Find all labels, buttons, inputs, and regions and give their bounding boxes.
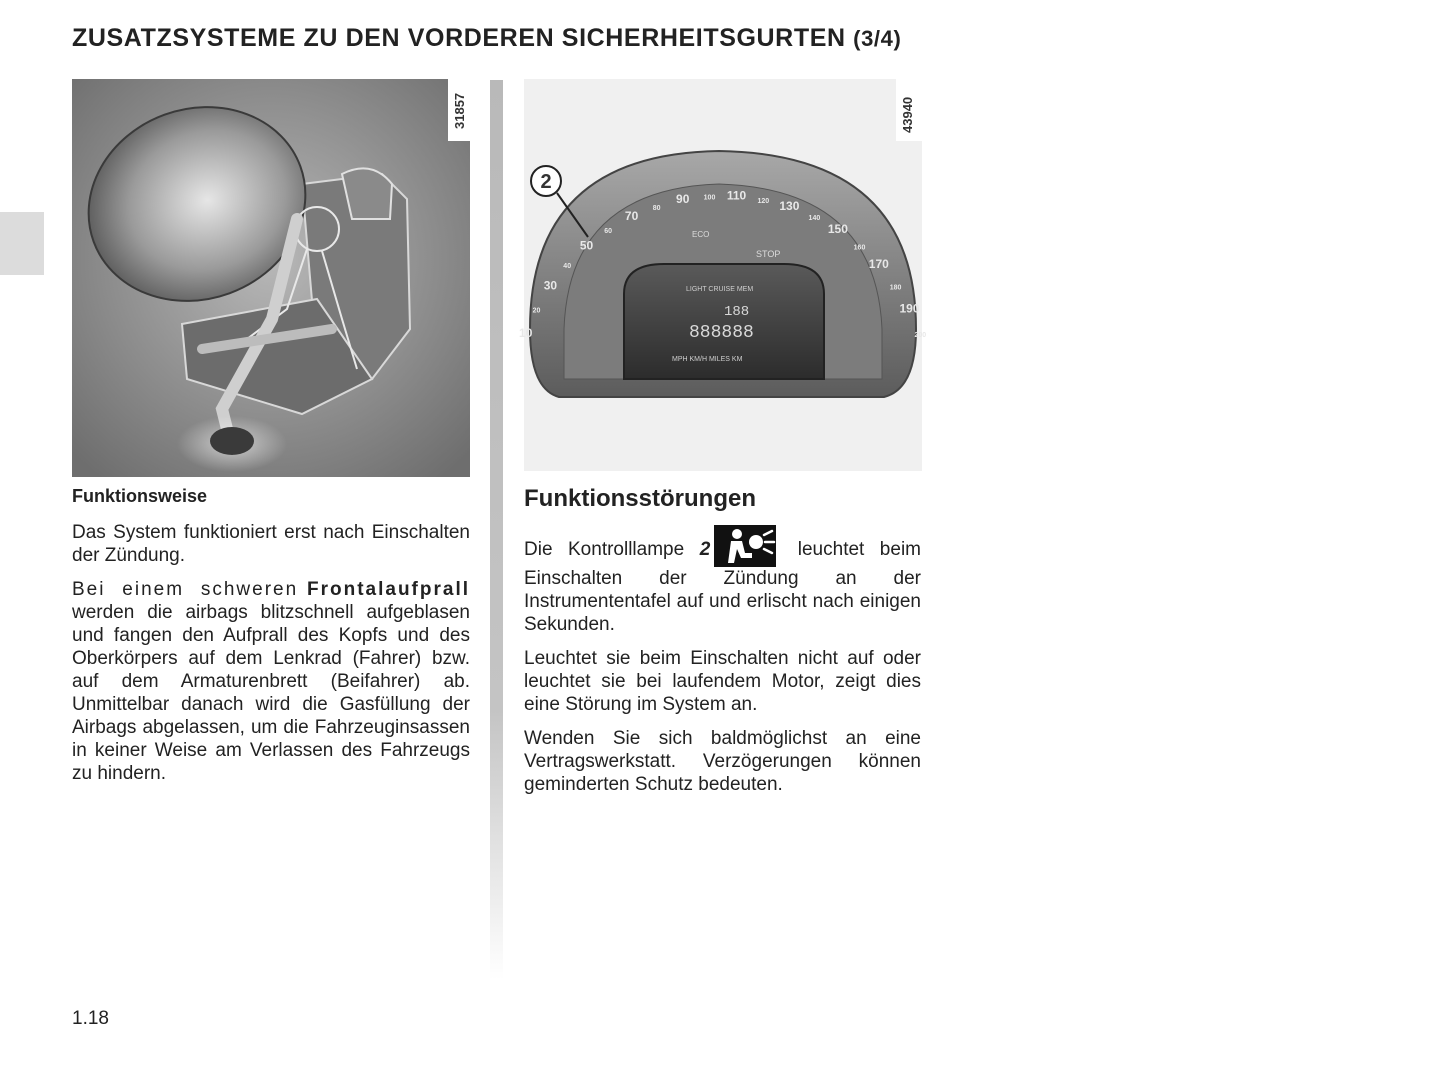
lcd-units: MPH KM/H MILES KM (672, 356, 743, 363)
speed-tick-label: 170 (868, 257, 889, 272)
airbag-figure (72, 79, 470, 477)
speed-tick-label: 20 (532, 307, 541, 315)
speed-tick-label: 150 (827, 222, 848, 237)
chapter-tab (0, 212, 44, 275)
left-heading: Funktionsweise (72, 486, 208, 506)
speed-tick-label: 10 (519, 326, 533, 341)
speed-tick-label: 120 (757, 197, 770, 205)
cluster-figure (519, 79, 927, 471)
speed-tick-label: 30 (543, 278, 558, 293)
figure-ref-number-2: 43940 (900, 96, 915, 133)
lamp-number: 2 (699, 539, 711, 560)
speed-tick-label: 40 (563, 263, 572, 271)
left-column (72, 485, 470, 796)
title-page-fraction: (3/4) (853, 26, 902, 51)
right-heading: Funktionsstörungen (524, 485, 756, 512)
speed-tick-label: 100 (703, 194, 716, 202)
callout-number: 2 (540, 171, 552, 193)
title-text: ZUSATZSYSTEME ZU DEN VORDEREN SICHERHEITSGURTEN (72, 24, 846, 52)
page-number: 1.18 (72, 1008, 109, 1029)
lcd-row1: LIGHT CRUISE MEM (686, 286, 754, 293)
lcd-segments: 888888 (689, 323, 754, 343)
airbag-warning-icon (714, 525, 776, 567)
left-p2-body: werden die airbags blitzschnell aufgeblasen und fangen den Aufprall des Kopfs und des Oberkörpers auf dem Lenkrad (Fahrer) bzw. auf dem Armaturenbrett (Beifahrer) ab. Unmittelbar danach wird die Gasfüllung der Airbags abgelassen, um die Fahrzeuginsassen in keiner Weise am Verlassen des Fahrzeugs zu hindern. (72, 602, 470, 784)
right-column (524, 485, 921, 807)
speed-tick-label: 70 (624, 208, 639, 223)
speed-tick-label: 90 (676, 191, 690, 206)
page-title (72, 24, 901, 53)
right-paragraph-2: Leuchtet sie beim Einschalten nicht auf oder leuchtet sie bei laufendem Motor, zeigt dies eine Störung im System an. (524, 648, 921, 715)
right-p1-body: leuchtet beim Einschalten der Zündung an der Instrumententafel auf und erlischt nach einigen Sekunden. (524, 539, 921, 635)
right-p1-intro: Die Kontrolllampe (524, 539, 685, 560)
left-paragraph-1: Das System funktioniert erst nach Einschalten der Zündung. (72, 522, 470, 566)
lcd-readout: 188 (724, 304, 750, 320)
speed-tick-label: 200 (914, 332, 927, 340)
left-p2-intro: Bei einem schweren (72, 579, 299, 600)
speed-tick-label: 60 (604, 228, 612, 236)
eco-label: ECO (692, 230, 710, 239)
right-paragraph-3: Wenden Sie sich baldmöglichst an eine Vertragswerkstatt. Verzögerungen können geminderten Schutz bedeuten. (524, 728, 921, 795)
speed-tick-label: 80 (652, 204, 661, 212)
column-divider (490, 80, 503, 980)
left-p2-bold: Frontalaufprall (307, 579, 471, 600)
right-paragraph-1 (524, 525, 921, 636)
instrument-cluster-illustration (519, 79, 927, 471)
speed-tick-label: 50 (579, 238, 594, 253)
speed-tick-label: 160 (853, 244, 866, 252)
speed-tick-label: 190 (899, 301, 920, 316)
speed-tick-label: 140 (808, 214, 821, 222)
speed-tick-label: 180 (889, 284, 902, 292)
speed-tick-label: 130 (779, 198, 800, 213)
speed-tick-label: 110 (726, 188, 747, 203)
left-paragraph-2 (72, 578, 470, 785)
airbag-seat-illustration (72, 79, 470, 477)
figure-ref-number: 31857 (452, 92, 467, 129)
stop-label: STOP (756, 249, 781, 259)
